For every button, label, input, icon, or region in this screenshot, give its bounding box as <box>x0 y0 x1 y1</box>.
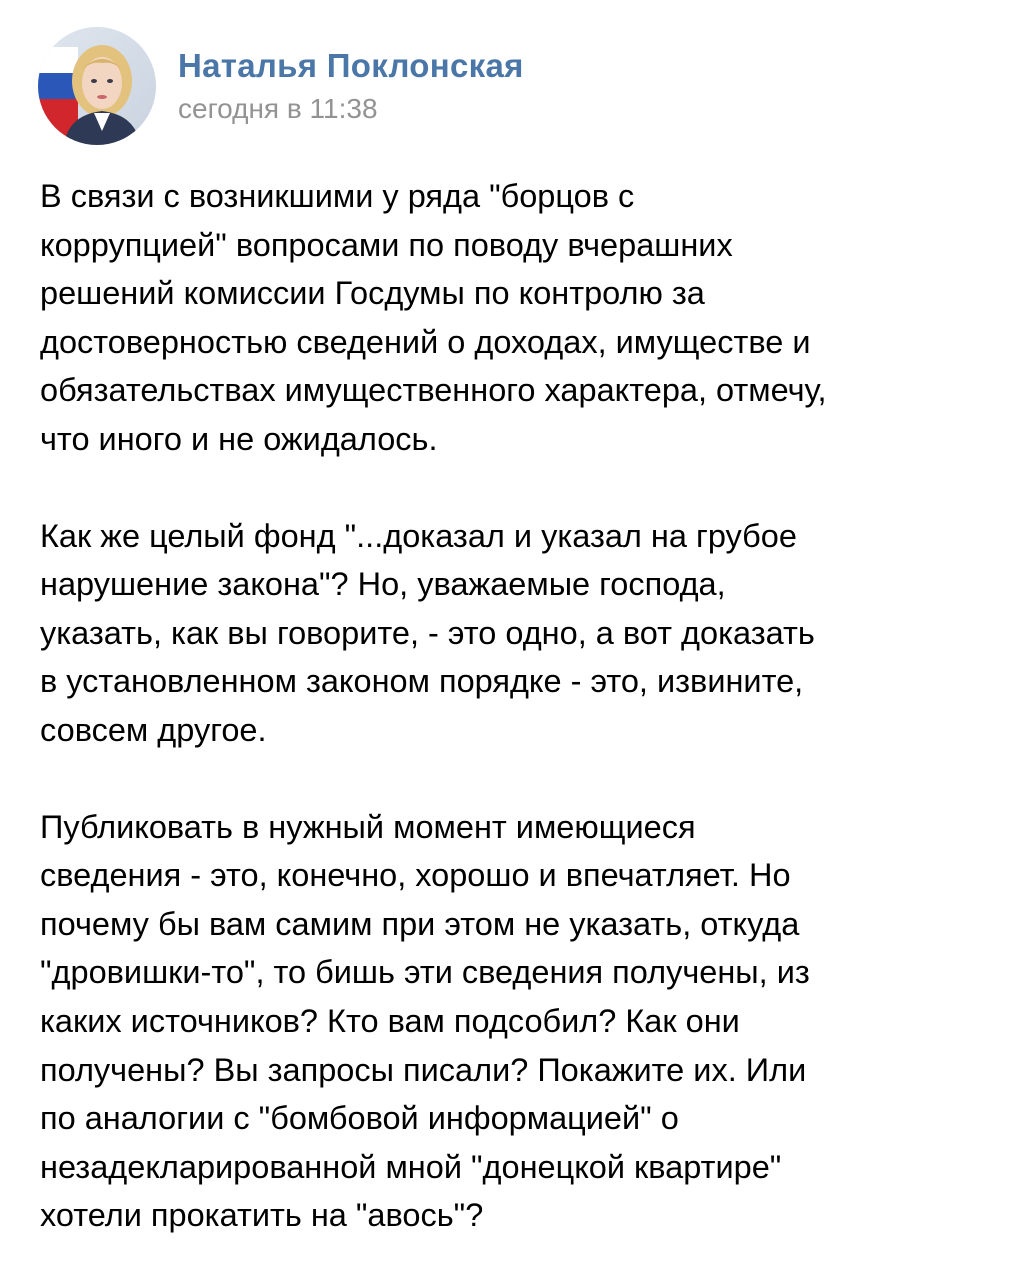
paragraph-line: каких источников? Кто вам подсобил? Как они <box>40 1002 740 1039</box>
post-paragraph-3 <box>40 803 985 1240</box>
paragraph-line: обязательствах имущественного характера, отмечу, <box>40 372 827 409</box>
post-header <box>38 27 524 145</box>
paragraph-line: "дровишки-то", то бишь эти сведения получены, из <box>40 954 810 991</box>
paragraph-line: почему бы вам самим при этом не указать, откуда <box>40 905 800 942</box>
paragraph-line: указать, как вы говорите, - это одно, а вот доказать <box>40 614 815 651</box>
paragraph-line: сведения - это, конечно, хорошо и впечатляет. Но <box>40 857 791 894</box>
paragraph-line: нарушение закона"? Но, уважаемые господа, <box>40 566 726 603</box>
paragraph-line: решений комиссии Госдумы по контролю за <box>40 275 705 312</box>
post-body <box>40 172 985 1288</box>
paragraph-line: незадекларированной мной "донецкой квартире" <box>40 1148 782 1185</box>
post-timestamp[interactable]: сегодня в 11:38 <box>178 93 378 124</box>
paragraph-line: получены? Вы запросы писали? Покажите их. Или <box>40 1051 807 1088</box>
paragraph-line: совсем другое. <box>40 711 267 748</box>
paragraph-line: что иного и не ожидалось. <box>40 420 438 457</box>
author-name-link[interactable]: Наталья Поклонская <box>178 47 524 84</box>
author-info <box>178 46 524 126</box>
post-paragraph-2 <box>40 512 985 755</box>
post-paragraph-1 <box>40 172 985 464</box>
paragraph-line: в установленном законом порядке - это, извините, <box>40 663 804 700</box>
paragraph-line: В связи с возникшими у ряда "борцов с <box>40 178 635 214</box>
author-avatar[interactable] <box>38 27 156 145</box>
paragraph-line: хотели прокатить на "авось"? <box>40 1197 484 1234</box>
paragraph-line: коррупцией" вопросами по поводу вчерашних <box>40 226 733 263</box>
avatar-photo-icon <box>38 27 156 145</box>
paragraph-line: достоверностью сведений о доходах, имуществе и <box>40 323 811 360</box>
paragraph-line: по аналогии с "бомбовой информацией" о <box>40 1100 679 1137</box>
paragraph-line: Публиковать в нужный момент имеющиеся <box>40 808 696 845</box>
paragraph-line: Как же целый фонд "...доказал и указал на грубое <box>40 517 797 554</box>
